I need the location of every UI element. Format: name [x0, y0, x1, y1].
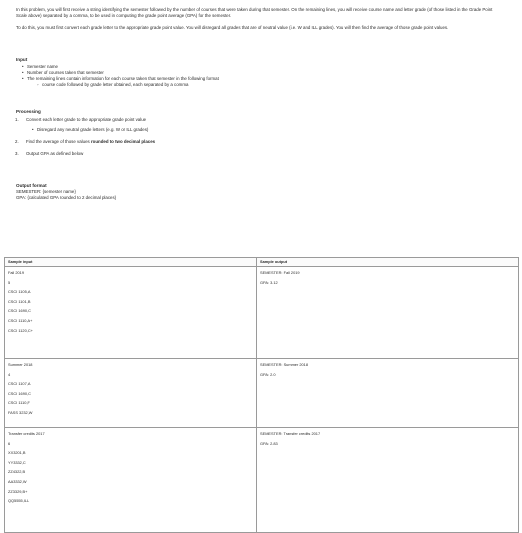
table-row — [5, 428, 519, 533]
output-line-1: SEMESTER: {semester name} — [16, 188, 76, 194]
col-header-input: Sample input — [5, 258, 257, 267]
input-sublist — [37, 82, 518, 88]
input-section — [4, 57, 518, 88]
sample-output-cell: SEMESTER: Transfer credits 2017 GPA: 2.83 — [257, 428, 519, 533]
processing-step-2: 2. Find the average of those values rounded to two decimal places — [15, 138, 156, 144]
input-item: • Semester name — [22, 64, 518, 70]
processing-steps — [15, 116, 518, 157]
input-heading: Input — [16, 56, 28, 62]
sample-input-cell: Fall 2019 5 CSCI 1105,A CSCI 1101,B CSCI 1690,C CSCI 1110,A+ CSCI 1120,C+ — [5, 267, 257, 359]
input-subitem: ◦ course code followed by grade letter obtained, each separated by a comma — [37, 82, 518, 88]
output-section — [4, 183, 518, 201]
processing-substep: • Disregard any neutral grade letters (e.g. W or ILL grades) — [32, 127, 518, 133]
sample-output-cell: SEMESTER: Fall 2019 GPA: 3.12 — [257, 267, 519, 359]
table-row — [5, 267, 519, 359]
processing-step-1: 1. Convert each letter grade to the appropriate grade point value • Disregard any neutral grade letters (e.g. W or ILL grades) — [22, 117, 518, 133]
output-heading: Output format — [16, 182, 47, 188]
processing-section — [4, 109, 518, 157]
input-item: • The remaining lines contain information for each course taken that semester in the following format ◦ course code followed by grade letter obtained, each separated by a comma — [22, 76, 518, 88]
table-row — [5, 359, 519, 428]
sample-input-cell: Transfer credits 2017 6 XX3201,B YY3332,C ZZ4322,B AA3332,W ZZ3329,B+ QQ5555,ILL — [5, 428, 257, 533]
input-item: • Number of courses taken that semester — [22, 70, 518, 76]
col-header-output: Sample output — [257, 258, 519, 267]
intro-paragraph-1: In this problem, you will first receive a string identifying the semester followed by the number of courses that were taken during that semester. On the remaining lines, you will receive course name and letter grade (of those listed in the Grade Point Scale above) separated by a comma, to be used in computing the grade point average (GPA) for the semester. — [16, 7, 493, 18]
processing-step-3: 3. Output GPA as defined below — [15, 150, 84, 156]
sample-output-cell: SEMESTER: Summer 2018 GPA: 2.0 — [257, 359, 519, 428]
intro-paragraph-2: To do this, you must first convert each grade letter to the appropriate grade point value. You will disregard all grades that are of neutral value (i.e. W and ILL grades). You will then find the average of those grade point values. — [16, 24, 449, 30]
sample-table — [4, 257, 519, 533]
sample-input-cell: Summer 2018 4 CSCI 1107,A CSCI 1690,C CSCI 1110,F FASS 3232,W — [5, 359, 257, 428]
output-line-2: GPA: {calculated GPA rounded to 2 decimal places} — [16, 194, 117, 200]
intro — [4, 0, 504, 31]
processing-heading: Processing — [16, 108, 41, 114]
input-list — [22, 64, 518, 88]
